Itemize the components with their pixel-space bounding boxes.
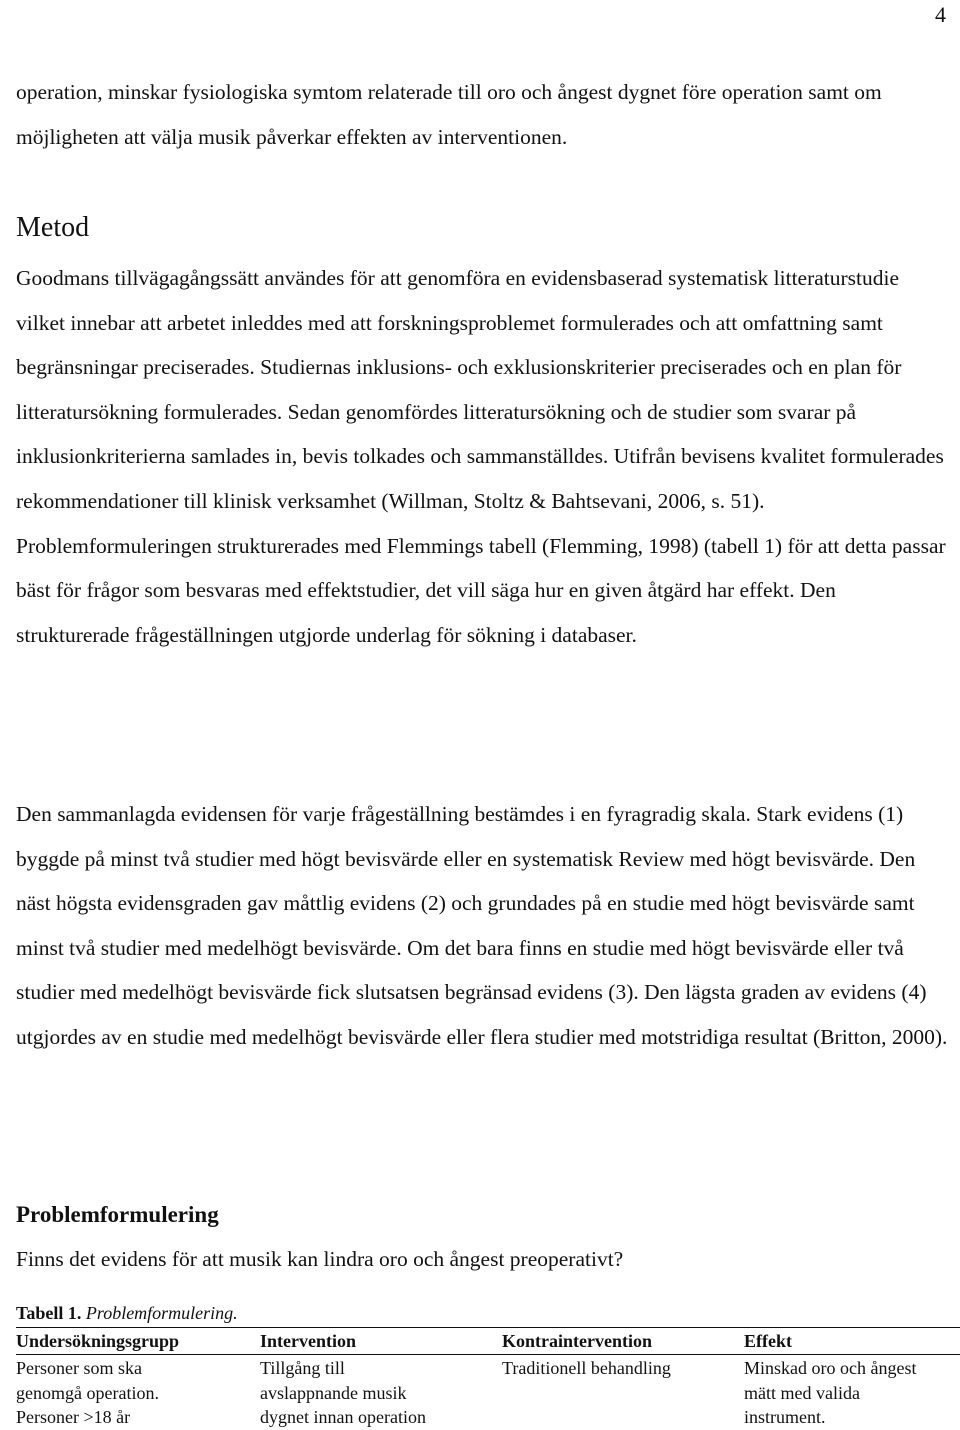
table-cell-intervention: [260, 1355, 502, 1430]
column-header-effekt: Effekt: [744, 1331, 792, 1351]
column-header-intervention: Intervention: [260, 1331, 356, 1351]
cell-line: Personer >18 år: [16, 1407, 131, 1427]
cell-line: Personer som ska: [16, 1358, 142, 1378]
table-cell-effekt: [744, 1355, 960, 1430]
method-paragraph: Goodmans tillvägagångssätt användes för att genomföra en evidensbaserad systematisk litteraturstudie vilket innebar att arbetet inleddes med att forskningsproblemet formulerades och att omfattning samt begränsningar preciserades. Studiernas inklusions- och exklusionskriterier preciserades och en plan för litteratursökning formulerades. Sedan genomfördes litteratursökning och de studier som svarar på inklusionkriterierna samlades in, bevis tolkades och sammanställdes. Utifrån bevisens kvalitet formulerades rekommendationer till klinisk verksamhet (Willman, Stoltz & Bahtsevani, 2006, s. 51). Problemformuleringen strukturerades med Flemmings tabell (Flemming, 1998) (tabell 1) för att detta passar bäst för frågor som besvaras med effektstudier, det vill säga hur en given åtgärd har effekt. Den strukturerade frågeställningen utgjorde underlag för sökning i databaser.: [16, 266, 946, 647]
cell-line: avslappnande musik: [260, 1382, 407, 1403]
cell-line: Traditionell behandling: [502, 1358, 671, 1378]
column-header-undersokningsgrupp: Undersökningsgrupp: [16, 1331, 180, 1351]
page-number: 4: [935, 2, 946, 27]
table-header-row: [16, 1328, 960, 1355]
cell-line: instrument.: [744, 1407, 826, 1427]
column-header-kontraintervention: Kontraintervention: [502, 1331, 652, 1351]
cell-line: dygnet innan operation: [260, 1407, 426, 1427]
cell-line: mätt med valida: [744, 1382, 860, 1403]
section-heading-metod: Metod: [16, 212, 90, 243]
evidence-paragraph: Den sammanlagda evidensen för varje frågeställning bestämdes i en fyragradig skala. Stark evidens (1) byggde på minst två studier med högt bevisvärde eller en systematisk Review med högt bevisvärde. Den näst högsta evidensgraden gav måttlig evidens (2) och grundades på en studie med högt bevisvärde samt minst två studier med medelhögt bevisvärde. Om det bara finns en studie med högt bevisvärde eller två studier med medelhögt bevisvärde fick slutsatsen begränsad evidens (3). Den lägsta graden av evidens (4) utgjordes av en studie med medelhögt bevisvärde eller flera studier med motstridiga resultat (Britton, 2000).: [16, 802, 948, 1049]
cell-line: Tillgång till: [260, 1358, 345, 1378]
intro-paragraph: operation, minskar fysiologiska symtom relaterade till oro och ångest dygnet före operation samt om möjligheten att välja musik påverkar effekten av interventionen.: [16, 80, 882, 149]
table-row: [16, 1355, 960, 1430]
table-caption-label: Tabell 1.: [16, 1303, 82, 1323]
section-heading-problemformulering: Problemformulering: [16, 1202, 219, 1227]
cell-line: genomgå operation.: [16, 1382, 159, 1403]
problem-formulation-table: [16, 1327, 960, 1430]
cell-line: Minskad oro och ångest: [744, 1358, 917, 1378]
research-question: Finns det evidens för att musik kan lindra oro och ångest preoperativt?: [16, 1247, 624, 1271]
table-cell-undersokningsgrupp: [16, 1355, 260, 1430]
table-caption-text: Problemformulering.: [85, 1303, 238, 1323]
table-cell-kontraintervention: [502, 1355, 744, 1430]
table-caption: [16, 1300, 238, 1326]
